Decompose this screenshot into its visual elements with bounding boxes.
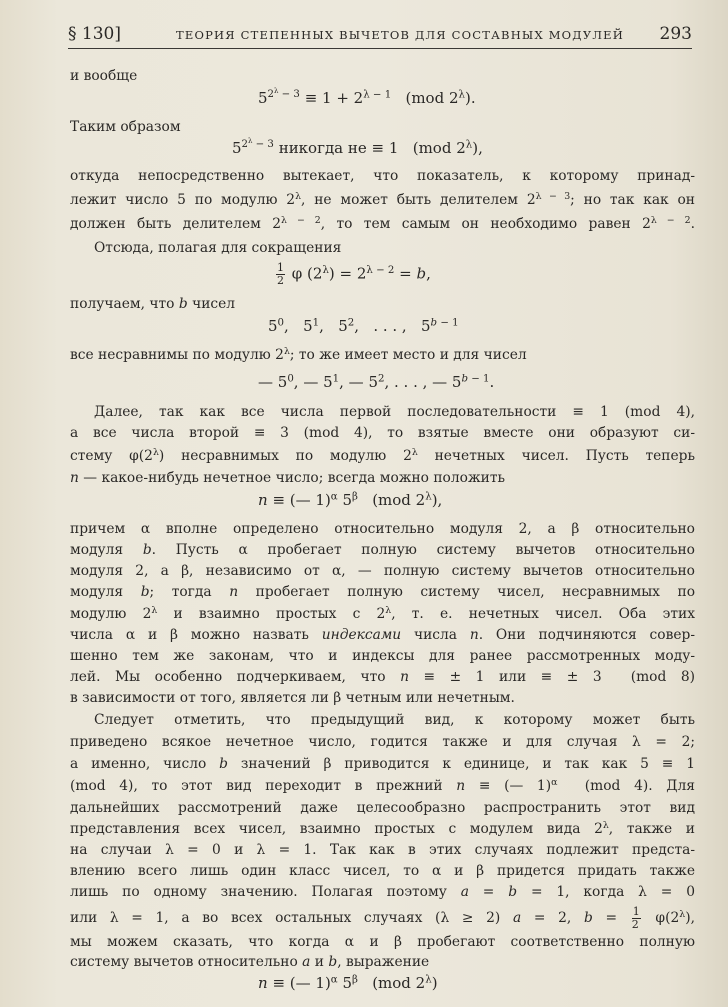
text-line: Таким образом	[70, 119, 181, 135]
text-line: шенно тем же законам, что и индексы для ранее рассмотренных моду-	[70, 648, 695, 664]
text-line: лей. Мы особенно подчеркиваем, что n ≡ ± 1 или ≡ ± 3 (mod 8)	[70, 669, 695, 685]
text-line: или λ = 1, а во всех остальных случаях (λ ≥ 2) a = 2, b = $\frac{1}{2}$ $\varphi(2^\lambda)$,	[70, 905, 695, 931]
text-line: числа α и β можно назвать индексами числа n. Они подчиняются совер-	[70, 627, 696, 643]
text-line: лежит число 5 по модулю $2^\lambda$, не может быть делителем $2^{\lambda - 3}$; но так как он	[70, 190, 695, 208]
text-line: модуля 2, а β, независимо от α, — полную систему вычетов относительно	[70, 563, 695, 579]
text-line: на случаи λ = 0 и λ = 1. Так как в этих случаях подлежит предста-	[70, 842, 695, 858]
text-line: и вообще	[70, 68, 138, 84]
text-line: в зависимости от того, является ли β четным или нечетным.	[70, 690, 515, 706]
text-line: представления всех чисел, взаимно простых с модулем вида $2^\lambda$, также и	[70, 819, 695, 837]
text-line: лишь по одному значению. Полагая поэтому a = b = 1, когда λ = 0	[70, 884, 695, 900]
text-line: мы можем сказать, что когда α и β пробегают соответственно полную	[70, 934, 695, 950]
section-number: § 130]	[68, 24, 121, 44]
formula: n ≡ (— 1)$^\alpha$ $5^\beta$ (mod $2^\lambda$),	[258, 491, 443, 509]
page-header	[68, 22, 692, 49]
text-line: все несравнимы по модулю $2^\lambda$; то же имеет место и для чисел	[70, 345, 527, 363]
text-line: n — какое-нибудь нечетное число; всегда можно положить	[70, 470, 505, 486]
text-line: причем α вполне определено относительно модуля 2, а β относительно	[70, 521, 695, 537]
text-line: а именно, число b значений β приводится к единице, и так как 5 ≡ 1	[70, 756, 695, 772]
text-line: получаем, что b чисел	[70, 296, 236, 312]
text-line: стему $\varphi(2^\lambda)$ несравнимых по модулю $2^\lambda$ нечетных чисел. Пусть теперь	[70, 446, 695, 464]
formula: n ≡ (— 1)$^\alpha$ $5^\beta$ (mod $2^\lambda$)	[258, 974, 438, 992]
formula: $5^0$, $5^1$, $5^2$, . . . , $5^{b - 1}$	[268, 317, 459, 335]
formula: $5^{2^\lambda - 3}$ никогда не ≡ 1 (mod $2^\lambda$),	[232, 137, 483, 157]
formula: — $5^0$, — $5^1$, — $5^2$, . . . , — $5^{b - 1}$.	[258, 373, 495, 391]
text-line: приведено всякое нечетное число, годится также и для случая λ = 2;	[70, 734, 695, 750]
formula: $5^{2^\lambda - 3} \equiv 1 + 2^{\lambda - 1}$ (mod $2^\lambda$).	[258, 87, 476, 107]
text-line: Далее, так как все числа первой последовательности ≡ 1 (mod 4),	[94, 404, 695, 420]
text-line: модуля b. Пусть α пробегает полную систему вычетов относительно	[70, 542, 695, 558]
text-line: влению всего лишь один класс чисел, то α и β придется придать также	[70, 863, 695, 879]
text-line: откуда непосредственно вытекает, что показатель, к которому принад-	[70, 168, 695, 184]
text-line: должен быть делителем $2^{\lambda - 2}$, то тем самым он необходимо равен $2^{\lambda - 2}$.	[70, 214, 695, 232]
text-line: а все числа второй ≡ 3 (mod 4), то взятые вместе они образуют си-	[70, 425, 695, 441]
text-line: Следует отметить, что предыдущий вид, к которому может быть	[94, 712, 695, 728]
text-line: дальнейших рассмотрений даже целесообразно распространить этот вид	[70, 800, 695, 816]
text-line: модуля b; тогда n пробегает полную систему чисел, несравнимых по	[70, 584, 696, 600]
running-title: ТЕОРИЯ СТЕПЕННЫХ ВЫЧЕТОВ ДЛЯ СОСТАВНЫХ МОДУЛЕЙ	[176, 28, 624, 42]
text-line: систему вычетов относительно a и b, выражение	[70, 954, 430, 970]
text-line: модулю $2^\lambda$ и взаимно простых с $2^\lambda$, т. е. нечетных чисел. Оба этих	[70, 604, 695, 622]
text-line: Отсюда, полагая для сокращения	[94, 240, 342, 256]
text-line: (mod 4), то этот вид переходит в прежний n ≡ (— 1)$^\alpha$ (mod 4). Для	[70, 776, 695, 794]
formula: $\frac{1}{2}$ φ $(2^\lambda) = 2^{\lambda - 2} = b$,	[277, 261, 431, 287]
page-number: 293	[659, 24, 692, 44]
